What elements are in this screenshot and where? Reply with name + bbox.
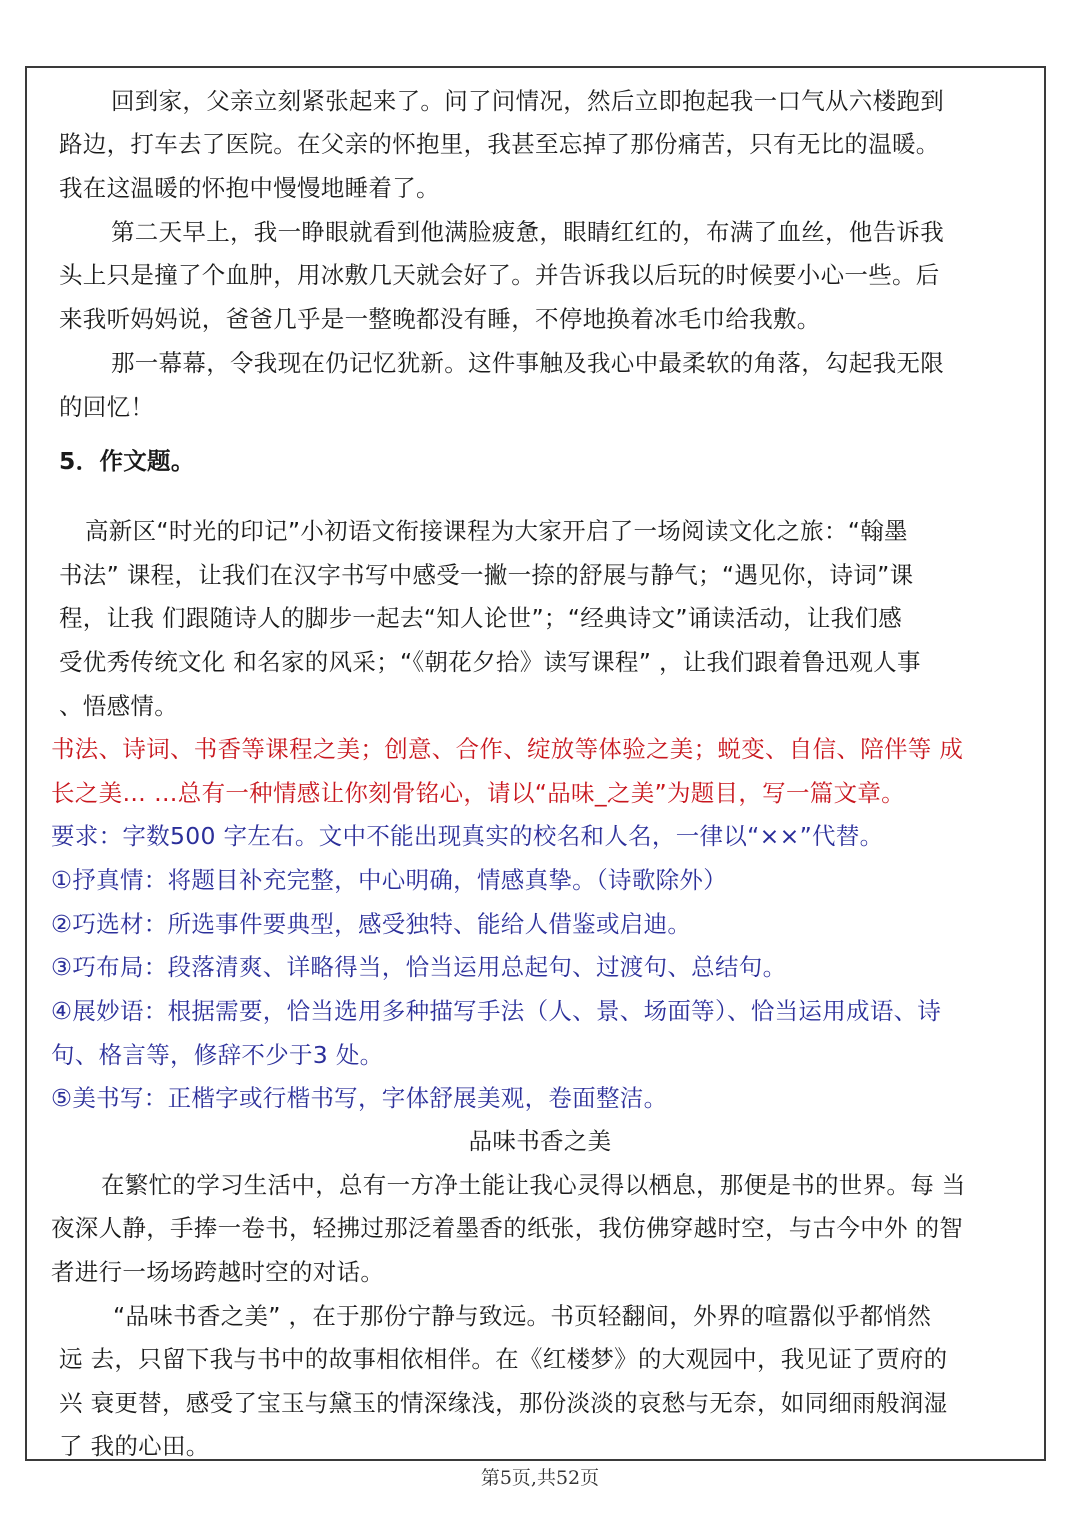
story-line-3: 我在这温暖的怀抱中慢慢地睡着了。	[59, 174, 440, 202]
essay-line-6: 兴 衰更替，感受了宝玉与黛玉的情深缘浅，那份淡淡的哀愁与无奈，如同细雨般润湿	[59, 1389, 948, 1417]
essay-line-4: “品味书香之美” ，在于那份宁静与致远。书页轻翻间，外界的喧嚣似乎都悄然	[113, 1302, 932, 1330]
essay-line-2: 夜深人静，手捧一卷书，轻拂过那泛着墨香的纸张，我仿佛穿越时空，与古今中外 的智	[51, 1214, 964, 1242]
story-line-1: 回到家，父亲立刻紧张起来了。问了问情况，然后立即抱起我一口气从六楼跑到	[111, 87, 944, 115]
prompt-line-3: 程，让我 们跟随诗人的脚步一起去“知人论世”；“经典诗文”诵读活动，让我们感	[59, 604, 903, 632]
story-line-4: 第二天早上，我一睁眼就看到他满脸疲惫，眼睛红红的，布满了血丝，他告诉我	[111, 218, 944, 246]
story-line-6: 来我听妈妈说，爸爸几乎是一整晚都没有睡，不停地换着冰毛巾给我敷。	[59, 305, 821, 333]
essay-line-1: 在繁忙的学习生活中，总有一方净土能让我心灵得以栖息，那便是书的世界。每 当	[101, 1171, 966, 1199]
requirement-line-5: ④展妙语：根据需要，恰当选用多种描写手法（人、景、场面等）、恰当运用成语、诗	[51, 997, 942, 1025]
task-line-2: 长之美… …总有一种情感让你刻骨铭心，请以“品味_之美”为题目，写一篇文章。	[51, 779, 905, 807]
story-line-7: 那一幕幕，令我现在仍记忆犹新。这件事触及我心中最柔软的角落，勾起我无限	[111, 349, 944, 377]
essay-line-3: 者进行一场场跨越时空的对话。	[51, 1258, 385, 1286]
requirement-line-2: ①抒真情：将题目补充完整，中心明确，情感真挚。（诗歌除外）	[51, 866, 728, 894]
page-number-footer: 第5页,共52页	[480, 1467, 600, 1489]
essay-line-7: 了 我的心田。	[59, 1432, 210, 1460]
prompt-line-5: 、悟感情。	[59, 692, 178, 720]
requirement-line-6: 句、格言等，修辞不少于3 处。	[51, 1041, 384, 1069]
essay-line-5: 远 去，只留下我与书中的故事相依相伴。在《红楼梦》的大观园中，我见证了贾府的	[59, 1345, 948, 1373]
essay-title: 品味书香之美	[468, 1127, 612, 1155]
prompt-line-4: 受优秀传统文化 和名家的风采；“《朝花夕拾》读写课程” ，让我们跟着鲁迅观人事	[59, 648, 921, 676]
prompt-line-1: 高新区“时光的印记”小初语文衔接课程为大家开启了一场阅读文化之旅：“翰墨	[85, 517, 908, 545]
prompt-line-2: 书法” 课程，让我们在汉字书写中感受一撇一捺的舒展与静气；“遇见你，诗词”课	[59, 561, 914, 589]
question-heading: 5．作文题。	[59, 447, 195, 475]
requirement-line-4: ③巧布局：段落清爽、详略得当，恰当运用总起句、过渡句、总结句。	[51, 953, 787, 981]
requirement-line-1: 要求：字数500 字左右。文中不能出现真实的校名和人名，一律以“××”代替。	[51, 822, 884, 850]
story-line-8: 的回忆！	[59, 393, 155, 421]
requirement-line-7: ⑤美书写：正楷字或行楷书写，字体舒展美观，卷面整洁。	[51, 1084, 668, 1112]
story-line-2: 路边，打车去了医院。在父亲的怀抱里，我甚至忘掉了那份痛苦，只有无比的温暖。	[59, 130, 940, 158]
requirement-line-3: ②巧选材：所选事件要典型，感受独特、能给人借鉴或启迪。	[51, 910, 692, 938]
task-line-1: 书法、诗词、书香等课程之美；创意、合作、绽放等体验之美；蜕变、自信、陪伴等 成	[51, 735, 964, 763]
story-line-5: 头上只是撞了个血肿，用冰敷几天就会好了。并告诉我以后玩的时候要小心一些。后	[59, 261, 940, 289]
